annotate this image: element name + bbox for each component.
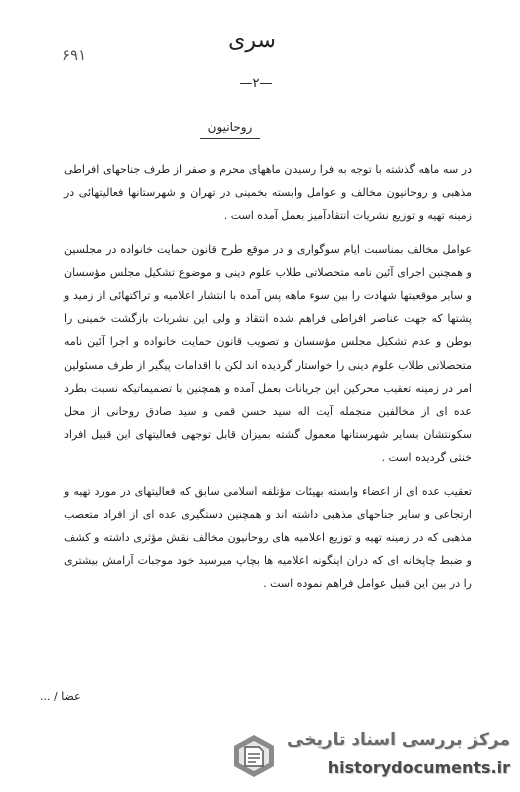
document-body [64,158,472,606]
page-number: —۲— [239,76,273,91]
watermark-title: مرکز بررسی اسناد تاریخی [287,730,510,750]
archive-stamp-number: ۶۹۱ [62,46,87,64]
classification-label: سری [228,28,276,53]
paragraph: در سه ماهه گذشته با توجه به فرا رسیدن ماههای محرم و صفر از طرف جناحهای افراطی مذهبی و روحانیون مخالف و عوامل وابسته بخمینی در تهران و شهرستانها فعالیتهائی در زمینه تهیه و توزیع نشریات انتقادآمیز بعمل آمده است . [64,163,472,223]
watermark-url: historydocuments.ir [327,758,510,777]
section-heading: روحانیون [207,120,253,134]
footer-note: عضا / ... [40,690,81,703]
heading-underline [200,138,260,139]
archive-logo-icon [230,732,278,780]
paragraph: عوامل مخالف بمناسبت ایام سوگواری و در موقع طرح قانون حمایت خانواده در مجلسین و همچنین اجرای آئین نامه متحصلاتی طلاب علوم دینی و موضوع تشکیل مجلس مؤسسان و سایر موقعیتها شهادت را بین سوء ماهه پس آمده با انتشار اعلامیه و تراکتهائی از زمید و پشتها که جهت عناصر افراطی فراهم شده انتقاد و ولی این نشریات بازگشت خمینی را بوطن و عدم تشکیل مجلس مؤسسان و تصویب قانون حمایت خانواده و اجرا آئین نامه متحصلاتی طلاب علوم دینی را خواستار گردیده اند لکن با اقدامات پیگیر از طرف مسئولین امر در زمینه تعقیب محرکین این جریانات بعمل آمده و همچنین با تصمیماتیکه نسبت بطرد عده ای از مخالفین منجمله آیت اله سید حسن قمی و سید صادق روحانی از محل سکونتشان بسایر شهرستانها معمول گشته بمیزان قابل توجهی فعالیتهای این قبیل افراد خنثی گردیده است . [64,242,472,465]
archive-watermark [226,726,516,786]
paragraph: تعقیب عده ای از اعضاء وابسته بهیئات مؤتلفه اسلامی سابق که فعالیتهای در مورد تهیه و ارتجاعی و سایر جناحهای مذهبی داشته اند و همچنین دستگیری عده ای از افراد متعصب مذهبی که در زمینه تهیه و توزیع اعلامیه های روحانیون مخالف نقش مؤثری داشته و کشف و ضبط چاپخانه ای که دران اینگونه اعلامیه ها بچاپ میرسید خود موجبات آرامش بیشتری را در بین این قبیل عوامل فراهم نموده است . [64,484,472,591]
